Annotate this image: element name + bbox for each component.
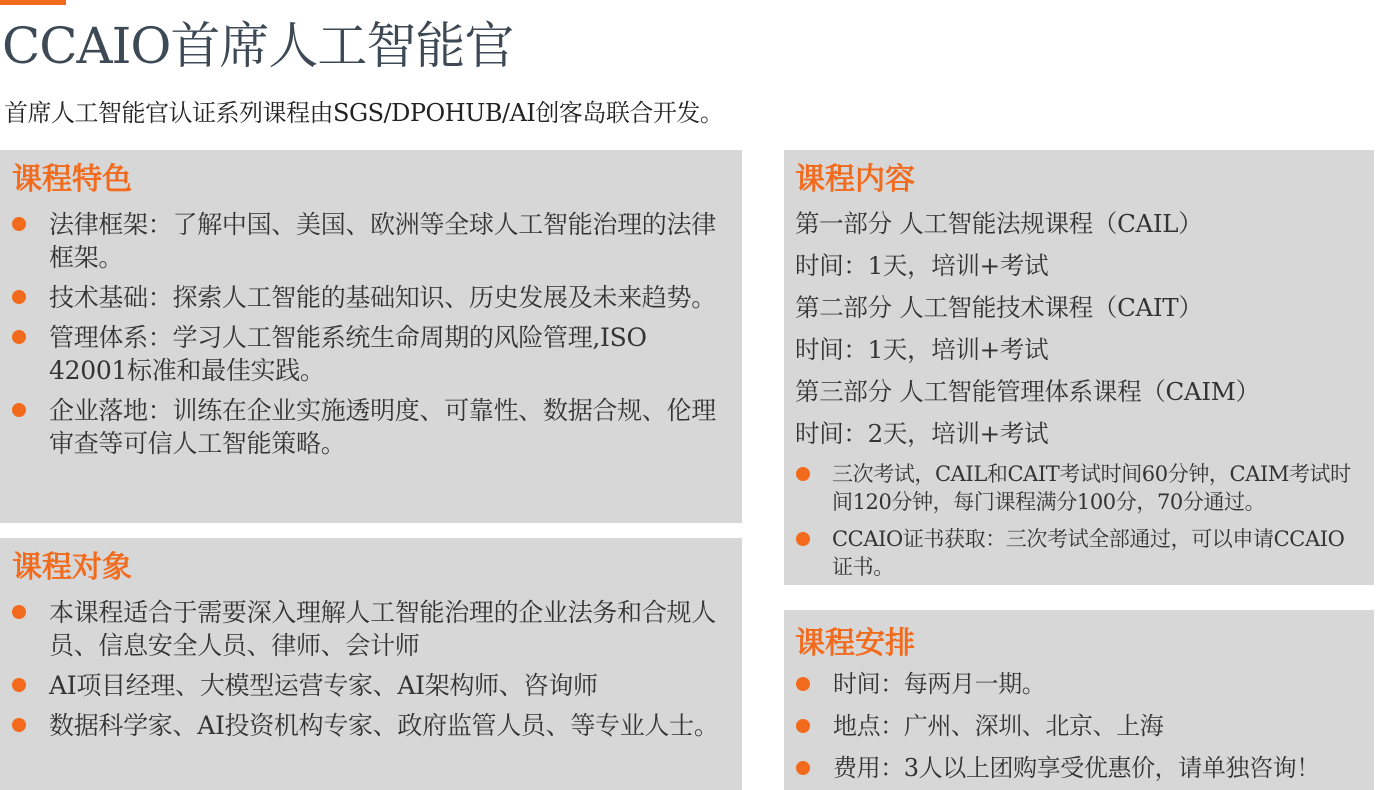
schedule-item-location: 地点：广州、深圳、北京、上海 — [795, 710, 1368, 743]
course-content-heading: 课程内容 — [795, 162, 915, 197]
audience-item-legal-compliance: 本课程适合于需要深入理解人工智能治理的企业法务和合规人员、信息安全人员、律师、会计师 — [12, 596, 730, 662]
feature-item-technology: 技术基础：探索人工智能的基础知识、历史发展及未来趋势。 — [12, 281, 730, 314]
exam-info-item: 三次考试，CAIL和CAIT考试时间60分钟，CAIM考试时间120分钟，每门课程满分100分，70分通过。 — [795, 460, 1364, 516]
schedule-item-time: 时间：每两月一期。 — [795, 668, 1368, 701]
course-content-notes — [795, 460, 1364, 581]
feature-item-legal: 法律框架：了解中国、美国、欧洲等全球人工智能治理的法律框架。 — [12, 208, 730, 274]
part-three-duration: 时间：2天，培训+考试 — [795, 419, 1049, 448]
part-two-duration: 时间：1天，培训+考试 — [795, 335, 1049, 364]
course-schedule-panel — [784, 610, 1374, 790]
page-title: CCAIO首席人工智能官 — [2, 17, 514, 75]
course-audience-panel — [0, 538, 742, 790]
course-schedule-list — [795, 668, 1368, 785]
course-features-heading: 课程特色 — [12, 162, 132, 197]
part-three-title: 第三部分 人工智能管理体系课程（CAIM） — [795, 377, 1260, 406]
part-one-title: 第一部分 人工智能法规课程（CAIL） — [795, 209, 1203, 238]
schedule-item-fee: 费用：3人以上团购享受优惠价，请单独咨询！ — [795, 752, 1368, 785]
part-one-duration: 时间：1天，培训+考试 — [795, 251, 1049, 280]
course-schedule-heading: 课程安排 — [795, 626, 915, 661]
title-accent-bar — [0, 0, 66, 5]
audience-item-specialists: 数据科学家、AI投资机构专家、政府监管人员、等专业人士。 — [12, 709, 730, 742]
part-two-title: 第二部分 人工智能技术课程（CAIT） — [795, 293, 1203, 322]
course-audience-list — [12, 596, 730, 742]
feature-item-implementation: 企业落地：训练在企业实施透明度、可靠性、数据合规、伦理审查等可信人工智能策略。 — [12, 394, 730, 460]
course-content-panel — [784, 150, 1374, 585]
course-parts — [795, 203, 1364, 455]
audience-item-ai-roles: AI项目经理、大模型运营专家、AI架构师、咨询师 — [12, 669, 730, 702]
course-features-list — [12, 208, 730, 460]
feature-item-management: 管理体系：学习人工智能系统生命周期的风险管理,ISO 42001标准和最佳实践。 — [12, 321, 730, 387]
page-subtitle: 首席人工智能官认证系列课程由SGS/DPOHUB/AI创客岛联合开发。 — [4, 99, 724, 127]
certificate-info-item: CCAIO证书获取：三次考试全部通过，可以申请CCAIO证书。 — [795, 525, 1364, 581]
course-features-panel — [0, 150, 742, 523]
course-audience-heading: 课程对象 — [12, 550, 132, 585]
